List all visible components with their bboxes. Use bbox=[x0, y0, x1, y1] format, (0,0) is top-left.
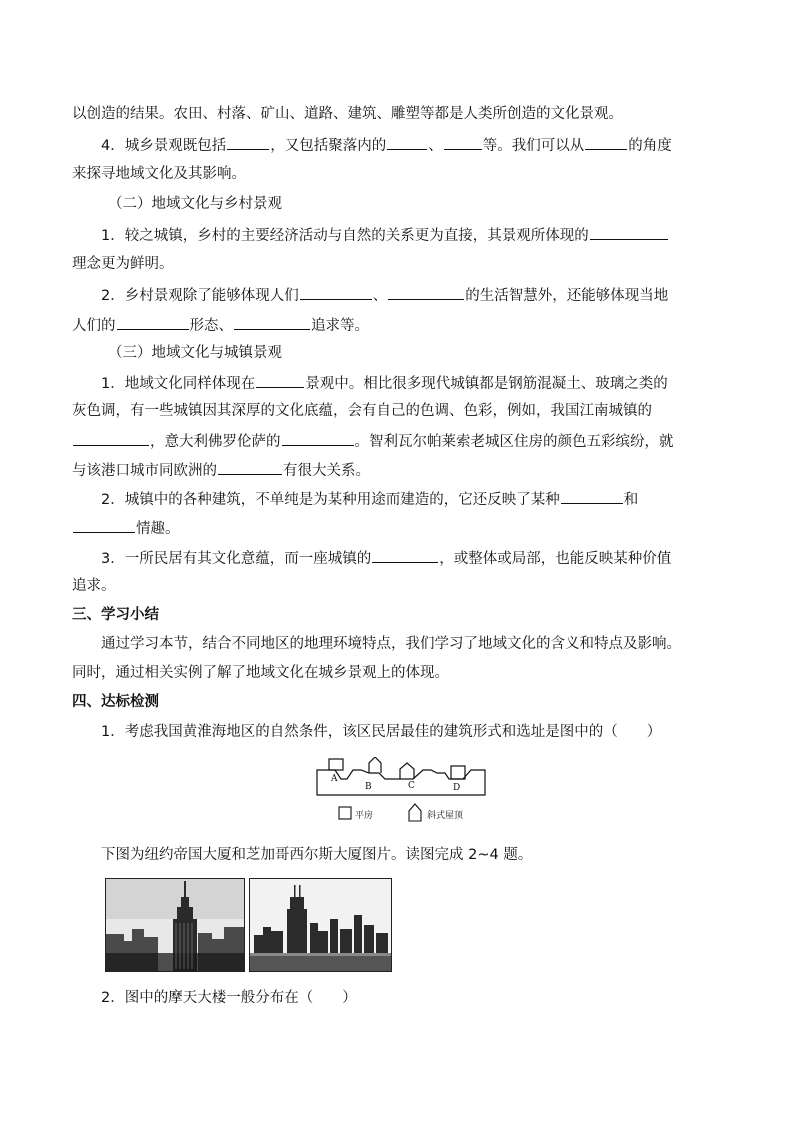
label-c: C bbox=[408, 781, 415, 791]
answer-blank[interactable] bbox=[73, 517, 135, 533]
section-heading-2: （二）地域文化与乡村景观 bbox=[108, 196, 282, 212]
text-line-16: 通过学习本节，结合不同地区的地理环境特点，我们学习了地域文化的含义和特点及影响。 bbox=[101, 636, 681, 652]
legend-slope-label: 斜式屋顶 bbox=[427, 811, 464, 821]
question-1: 1．考虑我国黄淮海地区的自然条件，该区民居最佳的建筑形式和选址是图中的（ ） bbox=[101, 724, 662, 740]
answer-blank[interactable] bbox=[234, 314, 310, 330]
answer-blank[interactable] bbox=[300, 284, 372, 300]
answer-blank[interactable] bbox=[444, 134, 482, 150]
text-line-2: 4．城乡景观既包括 ，又包括聚落内的 、 等。我们可以从 的角度 bbox=[101, 134, 672, 156]
legend-flat-label: 平房 bbox=[355, 811, 374, 821]
answer-blank[interactable] bbox=[282, 430, 354, 446]
text-line-11: 与该港口城市同欧洲的 有很大关系。 bbox=[72, 459, 370, 481]
label-d: D bbox=[453, 783, 461, 793]
text-line-8: 1．地域文化同样体现在 景观中。相比很多现代城镇都是钢筋混凝土、玻璃之类的 bbox=[101, 372, 668, 394]
text-line-17: 同时，通过相关实例了解了地域文化在城乡景观上的体现。 bbox=[72, 665, 449, 681]
answer-blank[interactable] bbox=[388, 284, 464, 300]
text-line-4: 1．较之城镇，乡村的主要经济活动与自然的关系更为直接，其景观所体现的 bbox=[101, 224, 669, 246]
section-heading-3: （三）地域文化与城镇景观 bbox=[108, 345, 282, 361]
answer-blank[interactable] bbox=[561, 488, 623, 504]
answer-blank[interactable] bbox=[227, 134, 269, 150]
answer-blank[interactable] bbox=[590, 224, 668, 240]
flat-roof-legend-icon bbox=[339, 807, 351, 819]
text-line-15: 追求。 bbox=[72, 578, 116, 594]
text-line-1: 以创造的结果。农田、村落、矿山、道路、建筑、雕塑等都是人类所创造的文化景观。 bbox=[72, 106, 623, 122]
text-line-5: 理念更为鲜明。 bbox=[72, 256, 174, 272]
answer-blank[interactable] bbox=[117, 314, 189, 330]
text-line-10: ，意大利佛罗伦萨的 。智利瓦尔帕莱索老城区住房的颜色五彩缤纷，就 bbox=[72, 430, 674, 452]
answer-blank[interactable] bbox=[73, 430, 149, 446]
answer-blank[interactable] bbox=[218, 459, 282, 475]
text-line-7: 人们的 形态、 追求等。 bbox=[72, 314, 369, 336]
empire-state-photo bbox=[105, 878, 245, 972]
text-line-14: 3．一所民居有其文化意蕴，而一座城镇的 ，或整体或局部，也能反映某种价值 bbox=[101, 547, 671, 569]
sloped-roof-legend-icon bbox=[409, 804, 421, 821]
answer-blank[interactable] bbox=[387, 134, 427, 150]
answer-blank[interactable] bbox=[372, 547, 438, 563]
sears-tower-photo bbox=[249, 878, 392, 972]
section-heading-assessment: 四、达标检测 bbox=[72, 694, 159, 710]
photo-intro: 下图为纽约帝国大厦和芝加哥西尔斯大厦图片。读图完成 2~4 题。 bbox=[101, 847, 533, 863]
section-heading-learning-summary: 三、学习小结 bbox=[72, 607, 159, 623]
text-line-12: 2．城镇中的各种建筑，不单纯是为某种用途而建造的，它还反映了某种 和 bbox=[101, 488, 638, 510]
label-a: A bbox=[331, 774, 338, 784]
text-line-13: 情趣。 bbox=[72, 517, 180, 539]
text-line-9: 灰色调，有一些城镇因其深厚的文化底蕴，会有自己的色调、色彩，例如，我国江南城镇的 bbox=[72, 403, 652, 419]
question-2: 2．图中的摩天大楼一般分布在（ ） bbox=[101, 990, 357, 1006]
text-line-3: 来探寻地域文化及其影响。 bbox=[72, 166, 246, 182]
text-line-6: 2．乡村景观除了能够体现人们 、 的生活智慧外，还能够体现当地 bbox=[101, 284, 668, 306]
answer-blank[interactable] bbox=[585, 134, 627, 150]
answer-blank[interactable] bbox=[256, 372, 304, 388]
terrain-diagram bbox=[313, 757, 489, 829]
label-b: B bbox=[365, 782, 372, 792]
